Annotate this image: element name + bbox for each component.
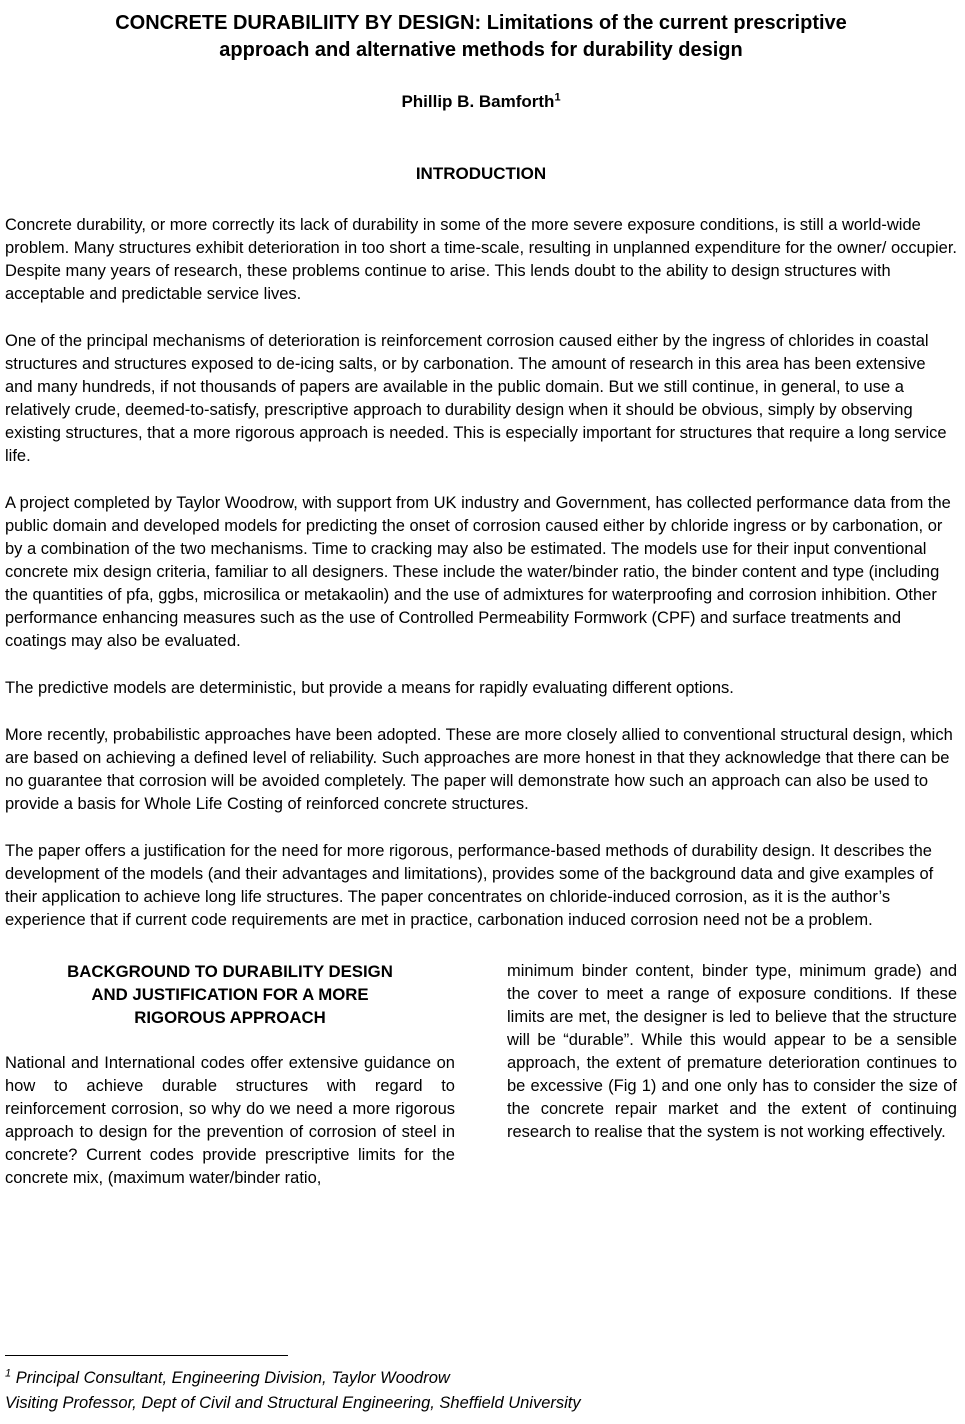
page-title [5, 10, 957, 64]
author-line [5, 92, 957, 112]
footnote [5, 1355, 957, 1416]
background-heading-line-2: AND JUSTIFICATION FOR A MORE [91, 985, 369, 1004]
title-line-1: CONCRETE DURABILIITY BY DESIGN: Limitations of the current prescriptive [115, 12, 847, 34]
background-right-paragraph: minimum binder content, binder type, minimum grade) and the cover to meet a range of exposure conditions. If these limits are met, the designer is led to believe that the structure will be “durable”. While this would appear to be a sensible approach, the extent of premature deterioration continues to be excessive (Fig 1) and one only has to consider the size of the concrete repair market and the extent of continuing research to realise that the system is not working effectively. [507, 962, 957, 1141]
introduction-body [5, 214, 957, 932]
background-heading-line-1: BACKGROUND TO DURABILITY DESIGN [67, 962, 393, 981]
intro-paragraph-5: More recently, probabilistic approaches have been adopted. These are more closely allied to conventional structural design, which are based on achieving a defined level of reliability. Such approaches are more honest in that they acknowledge that there can be no guarantee that corrosion will be avoided completely. The paper will demonstrate how such an approach can also be used to provide a basis for Whole Life Costing of reinforced concrete structures. [5, 726, 953, 813]
intro-paragraph-6: The paper offers a justification for the need for more rigorous, performance-based methods of durability design. It describes the development of the models (and their advantages and limitations), provides some of the background data and give examples of their application to achieve long life structures. The paper concentrates on chloride-induced corrosion, as it is the author’s experience that if current code requirements are met in practice, carbonation induced corrosion need not be a problem. [5, 842, 934, 929]
background-left-paragraph: National and International codes offer extensive guidance on how to achieve durable structures with regard to reinforcement corrosion, so why do we need a more rigorous approach to design for the prevention of corrosion of steel in concrete? Current codes provide prescriptive limits for the concrete mix, (maximum water/binder ratio, [5, 1054, 455, 1187]
intro-paragraph-1: Concrete durability, or more correctly its lack of durability in some of the more severe exposure conditions, is still a world-wide problem. Many structures exhibit deterioration in too short a time-scale, resulting in unplanned expenditure for the owner/ occupier. Despite many years of research, these problems continue to arise. This lends doubt to the ability to design structures with acceptable and predictable service lives. [5, 216, 958, 303]
background-heading-line-3: RIGOROUS APPROACH [134, 1008, 326, 1027]
footnote-marker: 1 [5, 1367, 12, 1380]
author-name: Phillip B. Bamforth [401, 92, 555, 111]
column-right [507, 960, 957, 1190]
intro-paragraph-2: One of the principal mechanisms of deterioration is reinforcement corrosion caused either by the ingress of chlorides in coastal structures and structures exposed to de-icing salts, or by carbonation. The amount of research in this area has been extensive and many hundreds, if not thousands of papers are available in the public domain. But we still continue, in general, to use a relatively crude, deemed-to-satisfy, prescriptive approach to durability design when it should be obvious, simply by observing existing structures, that a more rigorous approach is needed. This is especially important for structures that require a long service life. [5, 332, 947, 465]
intro-paragraph-3: A project completed by Taylor Woodrow, with support from UK industry and Government, has collected performance data from the public domain and developed models for predicting the onset of corrosion caused either by chloride ingress or by carbonation, or by a combination of the two mechanisms. Time to cracking may also be estimated. The models use for their input conventional concrete mix design criteria, familiar to all designers. These include the water/binder ratio, the binder content and type (including the quantities of pfa, ggbs, microsilica or metakaolin) and the use of admixtures for waterproofing and corrosion inhibition. Other performance enhancing measures such as the use of Controlled Permeability Formwork (CPF) and surface treatments and coatings may also be evaluated. [5, 494, 951, 650]
footnote-line-1 [5, 1366, 957, 1391]
column-left [5, 960, 455, 1190]
title-line-2: approach and alternative methods for durability design [219, 39, 743, 61]
intro-paragraph-4: The predictive models are deterministic, but provide a means for rapidly evaluating different options. [5, 679, 734, 697]
section-heading-introduction: INTRODUCTION [415, 164, 547, 183]
author-footnote-marker: 1 [554, 91, 561, 104]
two-column-section [5, 960, 957, 1190]
footnote-line-2: Visiting Professor, Dept of Civil and Structural Engineering, Sheffield University [5, 1394, 581, 1412]
footnote-divider [5, 1355, 288, 1356]
background-section-heading [5, 960, 455, 1029]
footnote-text-1: Principal Consultant, Engineering Division, Taylor Woodrow [15, 1369, 450, 1387]
